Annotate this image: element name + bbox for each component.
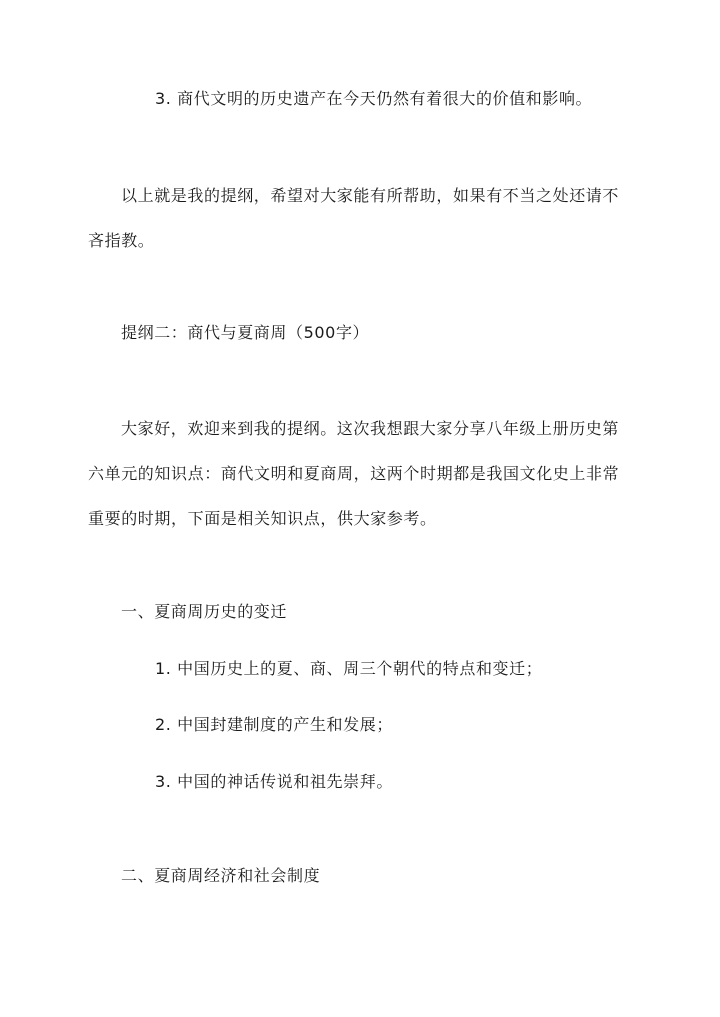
intro-paragraph-line: 六单元的知识点：商代文明和夏商周，这两个时期都是我国文化史上非常	[88, 464, 620, 483]
intro-paragraph-line: 大家好，欢迎来到我的提纲。这次我想跟大家分享八年级上册历史第	[121, 419, 620, 438]
section-heading: 一、夏商周历史的变迁	[121, 602, 288, 621]
list-item: 3. 中国的神话传说和祖先崇拜。	[155, 772, 393, 791]
intro-paragraph-line: 重要的时期，下面是相关知识点，供大家参考。	[88, 509, 437, 528]
outline-title: 提纲二：商代与夏商周（500字）	[121, 323, 370, 342]
closing-paragraph-line: 以上就是我的提纲，希望对大家能有所帮助，如果有不当之处还请不	[121, 186, 620, 205]
list-item: 2. 中国封建制度的产生和发展；	[155, 715, 393, 734]
list-item: 3. 商代文明的历史遗产在今天仍然有着很大的价值和影响。	[155, 89, 593, 108]
section-heading: 二、夏商周经济和社会制度	[121, 866, 321, 885]
list-item: 1. 中国历史上的夏、商、周三个朝代的特点和变迁；	[155, 659, 543, 678]
closing-paragraph-line: 吝指教。	[88, 231, 155, 250]
